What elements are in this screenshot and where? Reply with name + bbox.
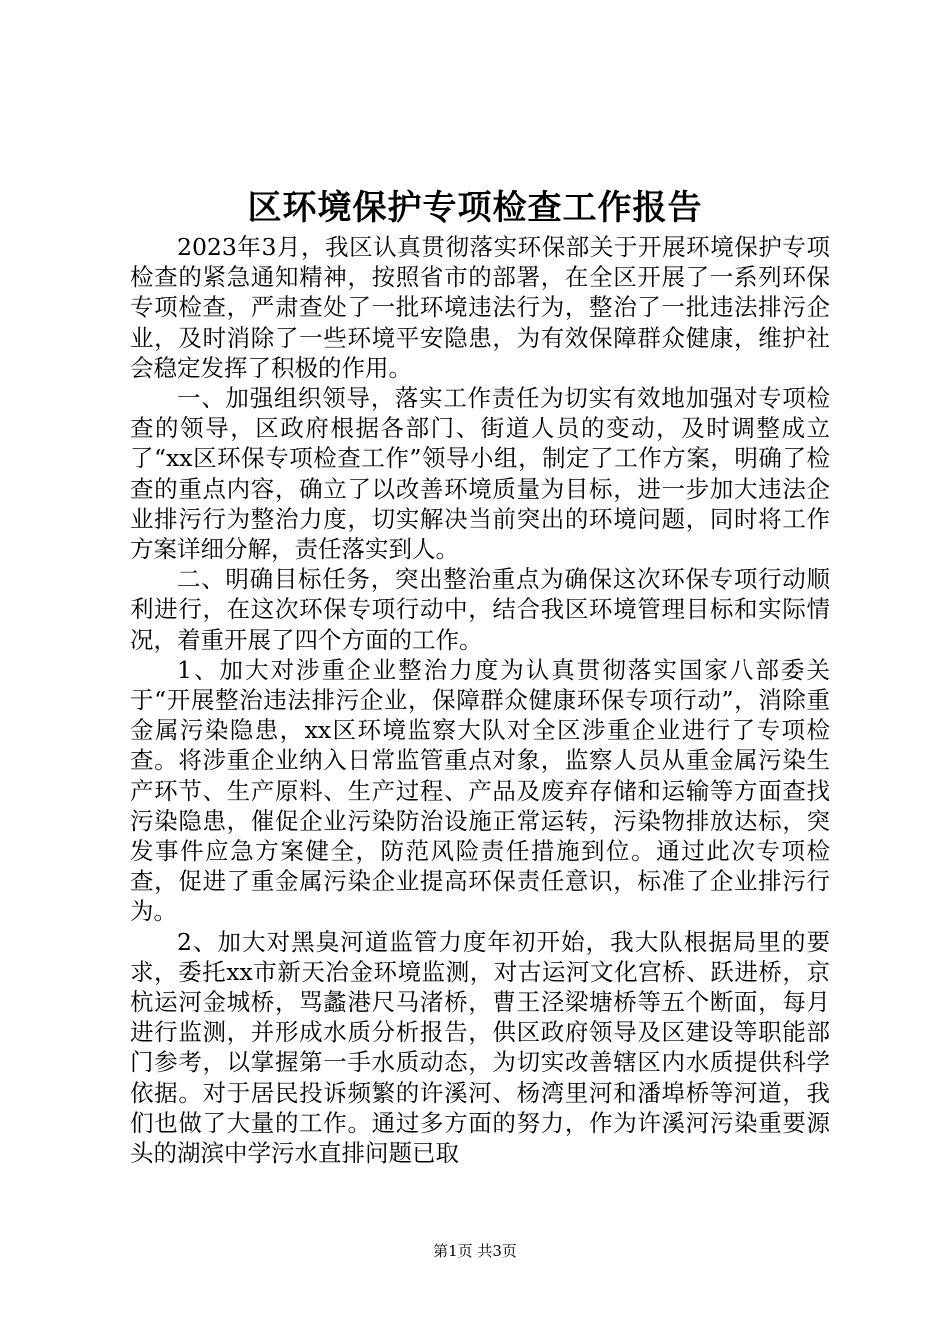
paragraph-section-2: 二、明确目标任务，突出整治重点为确保这次环保专项行动顺利进行，在这次环保专项行动中，结合我区环境管理目标和实际情况，着重开展了四个方面的工作。 [130, 565, 830, 654]
paragraph-section-1: 一、加强组织领导，落实工作责任为切实有效地加强对专项检查的领导，区政府根据各部门、街道人员的变动，及时调整成立了“xx区环保专项检查工作”领导小组，制定了工作方案，明确了检查的重点内容，确立了以改善环境质量为目标，进一步加大违法企业排污行为整治力度，切实解决当前突出的环境问题，同时将工作方案详细分解，责任落实到人。 [130, 384, 830, 564]
document-title: 区环境保护专项检查工作报告 [247, 188, 703, 228]
paragraph-intro: 2023年3月，我区认真贯彻落实环保部关于开展环境保护专项检查的紧急通知精神，按照省市的部署，在全区开展了一系列环保专项检查，严肃查处了一批环境违法行为，整治了一批违法排污企业，及时消除了一些环境平安隐患，为有效保障群众健康，维护社会稳定发挥了积极的作用。 [130, 233, 830, 382]
paragraph-item-1: 1、加大对涉重企业整治力度为认真贯彻落实国家八部委关于“开展整治违法排污企业，保障群众健康环保专项行动”，消除重金属污染隐患，xx区环境监察大队对全区涉重企业进行了专项检查。将涉重企业纳入日常监管重点对象，监察人员从重金属污染生产环节、生产原料、生产过程、产品及废弃存储和运输等方面查找污染隐患，催促企业污染防治设施正常运转，污染物排放达标，突发事件应急方案健全，防范风险责任措施到位。通过此次专项检查，促进了重金属污染企业提高环保责任意识，标准了企业排污行为。 [130, 655, 830, 926]
document-body [130, 232, 830, 1168]
page-footer: 第1页 共3页 [433, 1242, 517, 1260]
paragraph-item-2: 2、加大对黑臭河道监管力度年初开始，我大队根据局里的要求，委托xx市新天冶金环境监测，对古运河文化宫桥、跃进桥，京杭运河金城桥，骂蠡港尺马渚桥，曹王泾梁塘桥等五个断面，每月进行监测，并形成水质分析报告，供区政府领导及区建设等职能部门参考，以掌握第一手水质动态，为切实改善辖区内水质提供科学依据。对于居民投诉频繁的许溪河、杨湾里河和潘埠桥等河道，我们也做了大量的工作。通过多方面的努力，作为许溪河污染重要源头的湖滨中学污水直排问题已取 [130, 927, 830, 1168]
